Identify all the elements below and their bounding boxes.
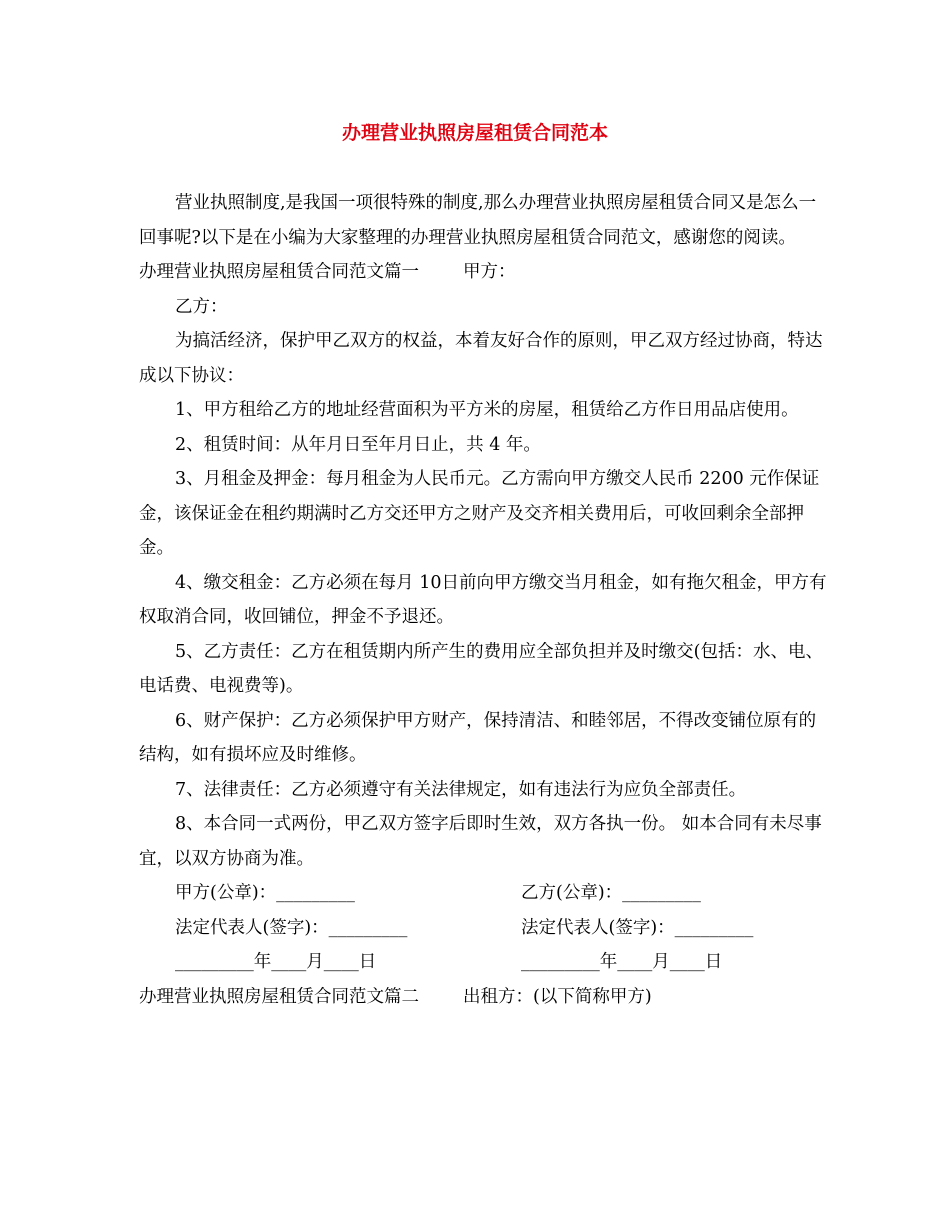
preamble-paragraph: 为搞活经济，保护甲乙双方的权益，本着友好合作的原则，甲乙双方经过协商，特达成以下协议： [139, 331, 823, 386]
section-1-heading: 办理营业执照房屋租赁合同范文篇一 [139, 262, 419, 282]
party-b-date: _________年____月____日 [521, 952, 723, 972]
party-a-representative: 法定代表人(签字)：_________ [175, 917, 408, 938]
section-1-line [139, 255, 829, 290]
clause-4: 4、缴交租金：乙方必须在每月 10日前向甲方缴交当月租金，如有拖欠租金，甲方有权取消合同，收回铺位，押金不予退还。 [139, 572, 827, 627]
document-body [139, 186, 829, 1014]
intro-paragraph: 营业执照制度,是我国一项很特殊的制度,那么办理营业执照房屋租赁合同又是怎么一回事呢?以下是在小编为大家整理的办理营业执照房屋租赁合同范文，感谢您的阅读。 [139, 193, 817, 248]
document-title: 办理营业执照房屋租赁合同范本 [341, 122, 608, 144]
clause-3: 3、月租金及押金：每月租金为人民币元。乙方需向甲方缴交人民币 2200 元作保证金，该保证金在租约期满时乙方交还甲方之财产及交齐相关费用后，可收回剩余全部押金。 [139, 469, 820, 558]
signature-row-date [139, 945, 829, 980]
clause-5: 5、乙方责任：乙方在租赁期内所产生的费用应全部负担并及时缴交(包括：水、电、电话费、电视费等)。 [139, 641, 823, 696]
party-a-date: _________年____月____日 [175, 952, 377, 972]
clause-2: 2、租赁时间：从年月日至年月日止，共 4 年。 [175, 434, 541, 455]
section-2-heading: 办理营业执照房屋租赁合同范文篇二 [139, 986, 419, 1007]
clause-7: 7、法律责任：乙方必须遵守有关法律规定，如有违法行为应负全部责任。 [175, 779, 747, 800]
party-b-label: 乙方： [175, 296, 228, 317]
clause-6: 6、财产保护：乙方必须保护甲方财产，保持清洁、和睦邻居，不得改变铺位原有的结构，如有损坏应及时维修。 [139, 710, 817, 765]
party-b-representative: 法定代表人(签字)：_________ [521, 917, 754, 938]
party-a-label: 甲方： [463, 262, 516, 282]
clause-8: 8、本合同一式两份，甲乙双方签字后即时生效，双方各执一份。 如本合同有未尽事宜，以双方协商为准。 [139, 814, 822, 869]
party-b-seal: 乙方(公章)：_________ [521, 883, 701, 903]
clause-1: 1、甲方租给乙方的地址经营面积为平方米的房屋，租赁给乙方作日用品店使用。 [175, 400, 799, 420]
lessor-label: 出租方：(以下简称甲方) [463, 986, 652, 1007]
signature-row-rep [139, 911, 829, 946]
signature-row-seal [139, 876, 829, 911]
party-a-seal: 甲方(公章)：_________ [175, 883, 355, 903]
section-2-line [139, 980, 829, 1015]
